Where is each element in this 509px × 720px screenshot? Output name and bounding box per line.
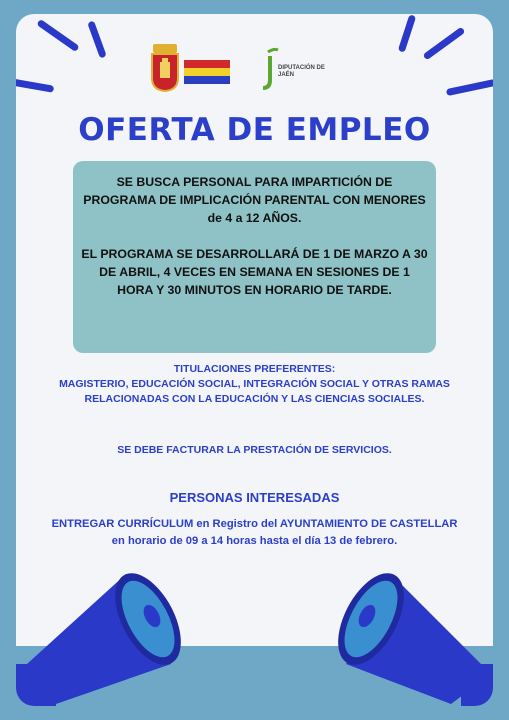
poster <box>16 14 493 706</box>
diputacion-jaen-logo <box>260 46 330 96</box>
page-title: OFERTA DE EMPLEO <box>78 112 431 148</box>
interesadas-text: ENTREGAR CURRÍCULUM en Registro del AYUNTAMIENTO DE CASTELLAR en horario de 09 a 14 horas hasta el día 13 de febrero. <box>51 518 458 547</box>
titulaciones-text: MAGISTERIO, EDUCACIÓN SOCIAL, INTEGRACIÓN SOCIAL Y OTRAS RAMAS RELACIONADAS CON LA EDUCACIÓN Y LAS CIENCIAS SOCIALES. <box>59 378 450 405</box>
titulaciones-section <box>16 362 493 407</box>
titulaciones-heading: TITULACIONES PREFERENTES: <box>173 363 336 375</box>
diputacion-logo-mark-icon <box>260 46 280 96</box>
castellar-flag <box>184 60 230 84</box>
megaphone-icon <box>16 554 196 706</box>
logos-row <box>16 44 493 104</box>
castellar-coat-of-arms-icon <box>150 44 180 92</box>
megaphone-icon <box>331 554 493 706</box>
offer-paragraph-2: EL PROGRAMA SE DESARROLLARÁ DE 1 DE MARZO A 30 DE ABRIL, 4 VECES EN SEMANA EN SESIONES DE 1 HORA Y 30 MINUTOS EN HORARIO DE TARDE. <box>81 247 428 297</box>
diputacion-logo-text: DIPUTACIÓN DE JAÉN <box>278 65 325 78</box>
facturar-note: SE DEBE FACTURAR LA PRESTACIÓN DE SERVICIOS. <box>117 444 392 456</box>
offer-paragraph-1: SE BUSCA PERSONAL PARA IMPARTICIÓN DE PROGRAMA DE IMPLICACIÓN PARENTAL CON MENORES de 4 a 12 AÑOS. <box>83 175 426 225</box>
interesadas-heading: PERSONAS INTERESADAS <box>169 490 340 505</box>
offer-description-box <box>73 161 436 353</box>
